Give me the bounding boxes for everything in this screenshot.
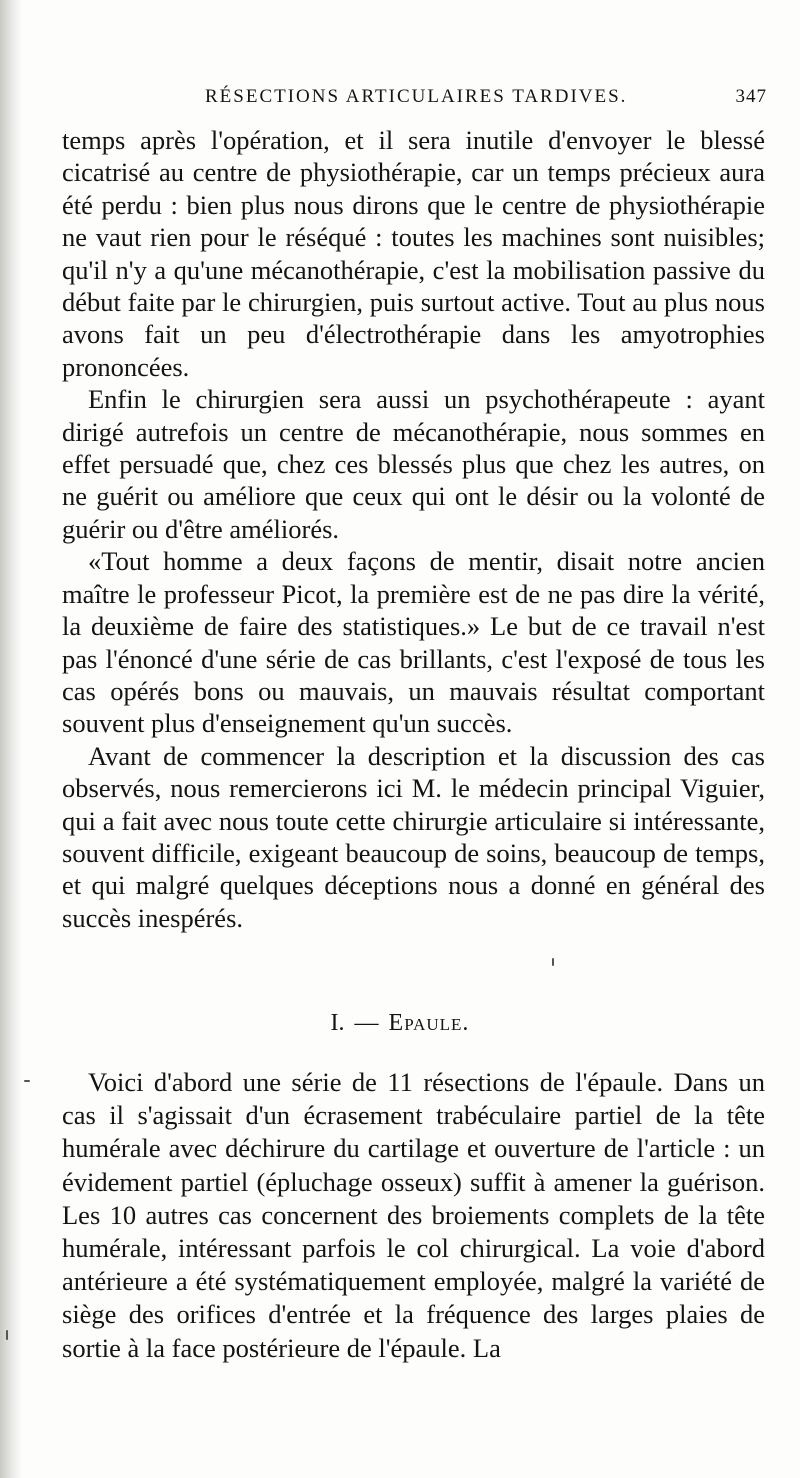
section-heading xyxy=(0,1010,800,1037)
page-edge-shadow xyxy=(0,0,22,1478)
paragraph: «Tout homme a deux façons de mentir, disait notre ancien maître le professeur Picot, la première est de ne pas dire la vérité, la deuxième de faire des statistiques.» Le but de ce travail n'est pas l'énoncé d'une série de cas brillants, c'est l'exposé de tous les cas opérés bons ou mauvais, un mauvais résultat comportant souvent plus d'enseignement qu'un succès. xyxy=(62,546,765,739)
section-title: Epaule. xyxy=(388,1010,470,1036)
body-text xyxy=(62,124,765,934)
section-body-text xyxy=(62,1066,765,1365)
scan-speck xyxy=(6,1330,8,1340)
section-number: I. xyxy=(330,1010,345,1036)
paragraph: temps après l'opération, et il sera inutile d'envoyer le blessé cicatrisé au centre de physiothérapie, car un temps précieux aura été perdu : bien plus nous dirons que le centre de physiothérapie ne vaut rien pour le réséqué : toutes les machines sont nuisibles; qu'il n'y a qu'une mécanothérapie, c'est la mobilisation passive du début faite par le chirurgien, puis surtout active. Tout au plus nous avons fait un peu d'électrothérapie dans les amyotrophies prononcées. xyxy=(62,125,765,382)
section-dash: — xyxy=(354,1010,379,1036)
paragraph: Avant de commencer la description et la discussion des cas observés, nous remercierons ici M. le médecin principal Viguier, qui a fait avec nous toute cette chirurgie articulaire si intéressante, souvent difficile, exigeant beaucoup de soins, beaucoup de temps, et qui malgré quelques déceptions nous a donné en général des succès inespérés. xyxy=(62,740,765,933)
paragraph: Enfin le chirurgien sera aussi un psychothérapeute : ayant dirigé autrefois un centre de mécanothérapie, nous sommes en effet persuadé que, chez ces blessés plus que chez les autres, on ne guérit ou améliore que ceux qui ont le désir ou la volonté de guérir ou d'être améliorés. xyxy=(62,384,765,544)
paragraph: Voici d'abord une série de 11 résections de l'épaule. Dans un cas il s'agissait d'un écrasement trabéculaire partiel de la tête humérale avec déchirure du cartilage et ouverture de l'article : un évidement partiel (épluchage osseux) suffit à amener la guérison. Les 10 autres cas concernent des broiements complets de la tête humérale, intéressant parfois le col chirurgical. La voie d'abord antérieure a été systématiquement employée, malgré la variété de siège des orifices d'entrée et la fréquence des larges plaies de sortie à la face postérieure de l'épaule. La xyxy=(62,1067,765,1363)
running-header xyxy=(205,86,767,116)
scan-speck xyxy=(24,1080,30,1082)
page-number: 347 xyxy=(735,86,767,107)
scan-speck xyxy=(552,958,554,966)
running-title: RÉSECTIONS ARTICULAIRES TARDIVES. xyxy=(205,86,628,107)
